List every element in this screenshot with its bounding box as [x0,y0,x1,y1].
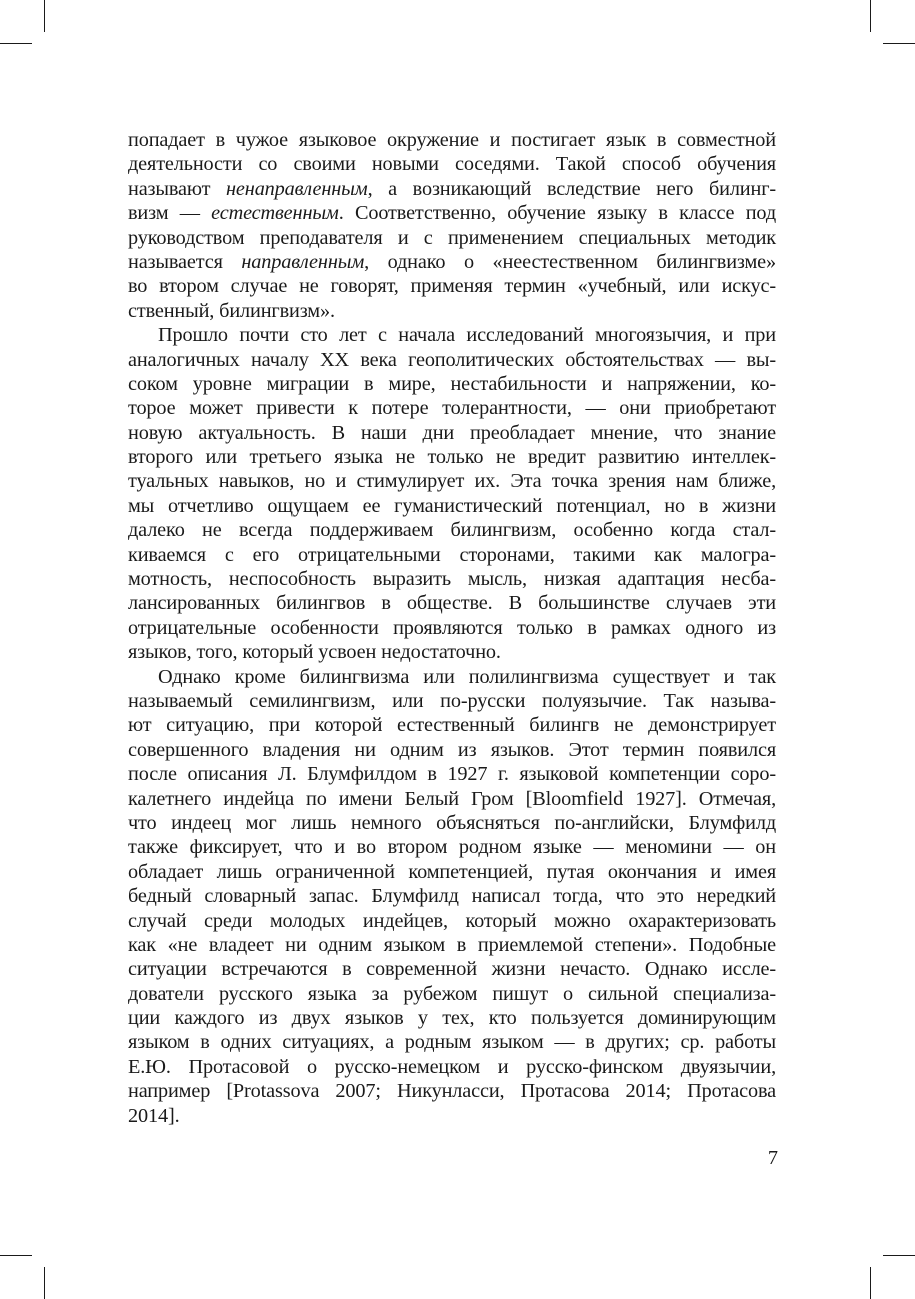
text-line [128,957,776,981]
text-run: языком в одних ситуациях, а родным языком — в других; ср. работы [128,1031,776,1054]
text-line [128,835,776,859]
text-run: например [Protassova 2007; Никунласси, Протасова 2014; Протасова [128,1080,776,1103]
text-line [128,469,776,493]
text-run: руководством преподавателя и с применением специальных методик [128,226,776,249]
text-run: Е.Ю. Протасовой о русско-немецком и русско-финском двуязычии, [128,1055,776,1078]
text-line [128,884,776,908]
text-run: туальных навыков, но и стимулирует их. Эта точка зрения нам ближе, [128,470,776,493]
text-run: новую актуальность. В наши дни преобладает мнение, что знание [128,421,776,444]
text-run: во втором случае не говорят, применяя термин «учебный, или искус- [128,275,776,298]
text-line [128,421,776,445]
text-line [128,1079,776,1103]
text-line [128,689,776,713]
text-line [128,933,776,957]
text-run: лансированных билингвов в обществе. В большинстве случаев эти [128,592,776,615]
text-run: аналогичных началу XX века геополитических обстоятельствах — вы- [128,348,776,371]
text-line [128,152,776,176]
text-line [128,787,776,811]
text-run: . Соответственно, обучение языку в классе под [338,202,776,225]
text-run: деятельности со своими новыми соседями. Такой способ обучения [128,153,776,176]
text-line [128,128,776,152]
text-line [128,323,776,347]
text-line [128,201,776,225]
text-run: киваемся с его отрицательными сторонами, такими как малогра- [128,543,776,566]
text-line [128,274,776,298]
text-line [128,591,776,615]
body-text [128,128,776,1128]
text-run: далеко не всегда поддерживаем билингвизм, особенно когда стал- [128,519,776,542]
text-run: называемый семилингвизм, или по-русски полуязычие. Так называ- [128,689,776,712]
text-line [128,1006,776,1030]
text-run: ции каждого из двух языков у тех, кто пользуется доминирующим [128,1007,776,1030]
crop-mark-top-left-vertical [44,0,45,32]
text-line [128,860,776,884]
paragraph [128,128,776,323]
text-run: ют ситуацию, при которой естественный билингв не демонстрирует [128,714,776,737]
text-line [128,567,776,591]
crop-mark-top-left-horizontal [0,43,32,44]
text-line [128,762,776,786]
text-line [128,982,776,1006]
text-run: торое может привести к потере толерантности, — они приобретают [128,397,776,420]
italic-term: ненаправленным [226,177,368,200]
text-line [128,1030,776,1054]
text-line [128,396,776,420]
text-run: соком уровне миграции в мире, нестабильности и напряжении, ко- [128,372,776,395]
text-run: бедный словарный запас. Блумфилд написал тогда, что это нередкий [128,885,776,908]
text-line [128,713,776,737]
text-run: 2014]. [128,1104,180,1127]
text-line [128,494,776,518]
text-run: Однако кроме билингвизма или полилингвизма существует и так [158,665,776,688]
text-run: мотность, неспособность выразить мысль, низкая адаптация несба- [128,568,776,591]
text-line [128,372,776,396]
crop-mark-bottom-right-vertical [870,1267,871,1299]
text-line [128,1055,776,1079]
crop-mark-bottom-left-vertical [44,1267,45,1299]
text-run: как «не владеет ни одним языком в приемлемой степени». Подобные [128,933,776,956]
text-run: случай среди молодых индейцев, который можно охарактеризовать [128,909,776,932]
text-run: ственный, билингвизм». [128,299,335,322]
crop-mark-top-right-vertical [870,0,871,32]
text-run: , однако о «неестественном билингвизме» [364,250,777,273]
text-run: языков, того, который усвоен недостаточно. [128,641,501,664]
italic-term: естественным [211,202,339,225]
text-run: отрицательные особенности проявляются только в рамках одного из [128,616,776,639]
text-run: дователи русского языка за рубежом пишут о сильной специализа- [128,982,776,1005]
text-line [128,299,776,323]
text-run: также фиксирует, что и во втором родном языке — меномини — он [128,836,776,859]
text-run: Прошло почти сто лет с начала исследований многоязычия, и при [158,324,776,347]
crop-mark-top-right-horizontal [883,43,915,44]
text-line [128,640,776,664]
text-line [128,811,776,835]
text-run: попадает в чужое языковое окружение и постигает язык в совместной [128,129,776,151]
paragraph [128,323,776,664]
text-line [128,665,776,689]
text-line [128,738,776,762]
italic-term: направленным [241,250,365,273]
text-run: обладает лишь ограниченной компетенцией, путая окончания и имея [128,860,776,883]
text-run: называется [128,250,242,273]
text-line [128,177,776,201]
text-line [128,616,776,640]
text-run: совершенного владения ни одним из языков. Этот термин появился [128,738,776,761]
page-number: 7 [767,1147,778,1169]
text-run: второго или третьего языка не только не вредит развитию интеллек- [128,446,776,469]
text-run: мы отчетливо ощущаем ее гуманистический потенциал, но в жизни [128,494,776,517]
text-run: , а возникающий вследствие него билинг- [367,177,776,200]
text-run: ситуации встречаются в современной жизни нечасто. Однако иссле- [128,958,776,981]
text-line [128,1104,776,1128]
text-run: что индеец мог лишь немного объясняться по-английски, Блумфилд [128,811,776,834]
text-line [128,250,776,274]
paragraph [128,665,776,1128]
text-run: называют [128,177,227,200]
text-line [128,226,776,250]
text-run: калетнего индейца по имени Белый Гром [Bloomfield 1927]. Отмечая, [128,787,776,810]
text-line [128,445,776,469]
crop-mark-bottom-right-horizontal [883,1255,915,1256]
text-run: после описания Л. Блумфилдом в 1927 г. языковой компетенции соро- [128,763,776,786]
text-run: визм — [128,202,212,225]
text-line [128,909,776,933]
text-line [128,543,776,567]
crop-mark-bottom-left-horizontal [0,1255,32,1256]
text-line [128,348,776,372]
text-line [128,518,776,542]
